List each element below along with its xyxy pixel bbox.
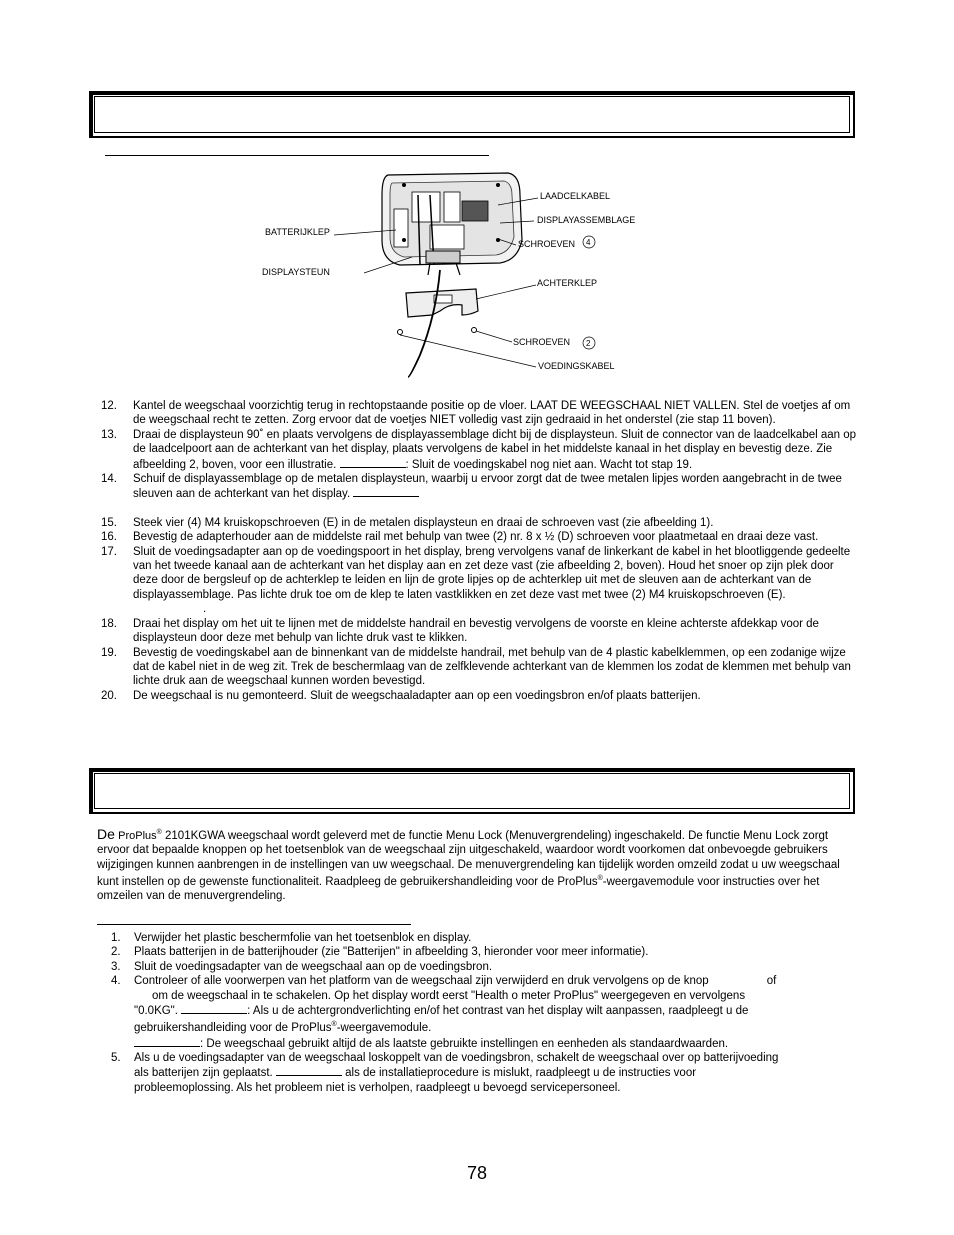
list-item: 16. Bevestig de adapterhouder aan de middelste rail met behulp van twee (2) nr. 8 x ½ (D) schroeven voor plaatmetaal en draai deze vast. — [101, 531, 819, 544]
label-schroeven-bottom-count: 2 — [586, 339, 591, 348]
label-displayassemblage: DISPLAYASSEMBLAGE — [537, 215, 636, 225]
list-item: 3. Sluit de voedingsadapter van de weegschaal aan op de voedingsbron. — [111, 960, 493, 973]
subheading-rule — [97, 924, 411, 925]
list-item: 18. Draai het display om het uit te lijnen met de middelste handrail en bevestig vervolgens de voorste en kleine achterste afdekkap voor de displaysteun door deze met behulp van lichte druk vast te klikken. — [101, 617, 819, 645]
assembly-figure — [0, 165, 954, 405]
list-item: 20. De weegschaal is nu gemonteerd. Sluit de weegschaaladapter aan op een voedingsbron en/of plaats batterijen. — [101, 689, 701, 702]
label-laadcelkabel: LAADCELKABEL — [540, 191, 611, 201]
menu-lock-intro: De ProPlus® 2101KGWA weegschaal wordt geleverd met de functie Menu Lock (Menuvergrendeling) ingeschakeld. De functie Menu Lock zorgt ervoor dat bepaalde knoppen op het toetsenblok van de weegschaal zijn uitgeschakeld, waardoor wordt voorkomen dat onbevoegde gebruikers wijzigingen kunnen aanbrengen in de instellingen van uw weegschaal. De menuvergrendeling kan tijdelijk worden omzeild zodat u uw weegschaal kunt instellen op de gewenste functionaliteit. Raadpleeg de gebruikershandleiding voor de ProPlus®-weergavemodule voor instructies over het omzeilen van de menuvergrendeling. — [97, 825, 840, 903]
label-achterklep: ACHTERKLEP — [537, 278, 598, 288]
page-number: 78 — [466, 1163, 488, 1183]
label-displaysteun: DISPLAYSTEUN — [262, 267, 330, 277]
list-item: 5. Als u de voedingsadapter van de weegschaal loskoppelt van de voedingsbron, schakelt de weegschaal over op batterijvoeding als batterijen zijn geplaatst. als de installatieprocedure is mislukt, raadpleegt u de instructies voor probleemoplossing. Als het probleem niet is verholpen, raadpleegt u bevoegd servicepersoneel. — [111, 1052, 779, 1094]
subheading-rule — [105, 155, 489, 156]
label-schroeven-top-count: 4 — [586, 238, 591, 247]
label-voedingskabel: VOEDINGSKABEL — [538, 361, 615, 371]
list-item: 13. Draai de displaysteun 90˚ en plaats vervolgens de displayassemblage dicht bij de displaysteun. Sluit de connector van de laadcelkabel aan op de laadcelpoort aan de achterkant van het display, plaats vervolgens de kabel in het middelste kanaal in het display en bevestig deze. Zie afbeelding 2, boven, voor een illustratie. : Sluit de voedingskabel nog niet aan. Wacht tot stap 19. — [101, 428, 857, 471]
list-item: 19. Bevestig de voedingskabel aan de binnenkant van de middelste handrail, met behulp van de 4 plastic kabelklemmen, op een zodanige wijze dat de kabel niet in de weg zit. Trek de beschermlaag van de zelfklevende achterkant van de klemmen los zodat de klemmen met behulp van lichte druk aan de weegschaal kunnen worden bevestigd. — [101, 646, 851, 688]
list-item: 2. Plaats batterijen in de batterijhouder (zie "Batterijen" in afbeelding 3, hieronder voor meer informatie). — [111, 946, 649, 959]
section-header-box — [89, 768, 855, 814]
assembly-steps — [101, 399, 857, 703]
list-item: 14. Schuif de displayassemblage op de metalen displaysteun, waarbij u ervoor zorgt dat de twee metalen lipjes worden aangebracht in de twee sleuven aan de achterkant van het display. — [101, 473, 842, 501]
list-item: 4. Controleer of alle voorwerpen van het platform van de weegschaal zijn verwijderd en druk vervolgens op de knop of om de weegschaal in te schakelen. Op het display wordt eerst "Health o meter ProPlus" weergegeven en vervolgens "0.0KG". : Als u de achtergrondverlichting en/of het contrast van het display wilt aanpassen, raadpleegt u de gebruikershandleiding voor de ProPlus®-weergavemodule. : De weegschaal gebruikt altijd de als laatste gebruikte instellingen en eenheden als standaardwaarden. — [111, 975, 777, 1050]
list-item: 17. Sluit de voedingsadapter aan op de voedingspoort in het display, breng vervolgens vanaf de linkerkant de kabel in het blootliggende gedeelte van het tweede kanaal aan de achterkant van het display aan en zet deze vast (zie afbeelding 2, boven). Houd het snoer op zijn plek door deze door de bergsleuf op de achterklep te leiden en lijn de grote lipjes op de achterklep uit met de sleuven aan de achterkant van de displayassemblage. Pas lichte druk toe om de klep te laten vastklikken en zet deze vast met twee (2) M4 kruiskopschroeven (E). . — [101, 545, 851, 616]
list-item: 1. Verwijder het plastic beschermfolie van het toetsenblok en display. — [111, 932, 472, 944]
label-batterijklep: BATTERIJKLEP — [265, 227, 330, 237]
label-schroeven-top: SCHROEVEN — [518, 239, 576, 249]
section-header-box — [89, 91, 855, 138]
list-item: 12. Kantel de weegschaal voorzichtig terug in rechtopstaande positie op de vloer. LAAT DE WEEGSCHAAL NIET VALLEN. Stel de voetjes af om de weegschaal recht te zetten. Zorg ervoor dat de voetjes NIET volledig vast zijn gedraaid in het onderstel (zie stap 11 boven). — [101, 400, 851, 427]
label-schroeven-bottom: SCHROEVEN — [513, 337, 571, 347]
list-item: 15. Steek vier (4) M4 kruiskopschroeven (E) in de metalen displaysteun en draai de schroeven vast (zie afbeelding 1). — [101, 516, 714, 529]
setup-steps — [111, 931, 841, 1095]
